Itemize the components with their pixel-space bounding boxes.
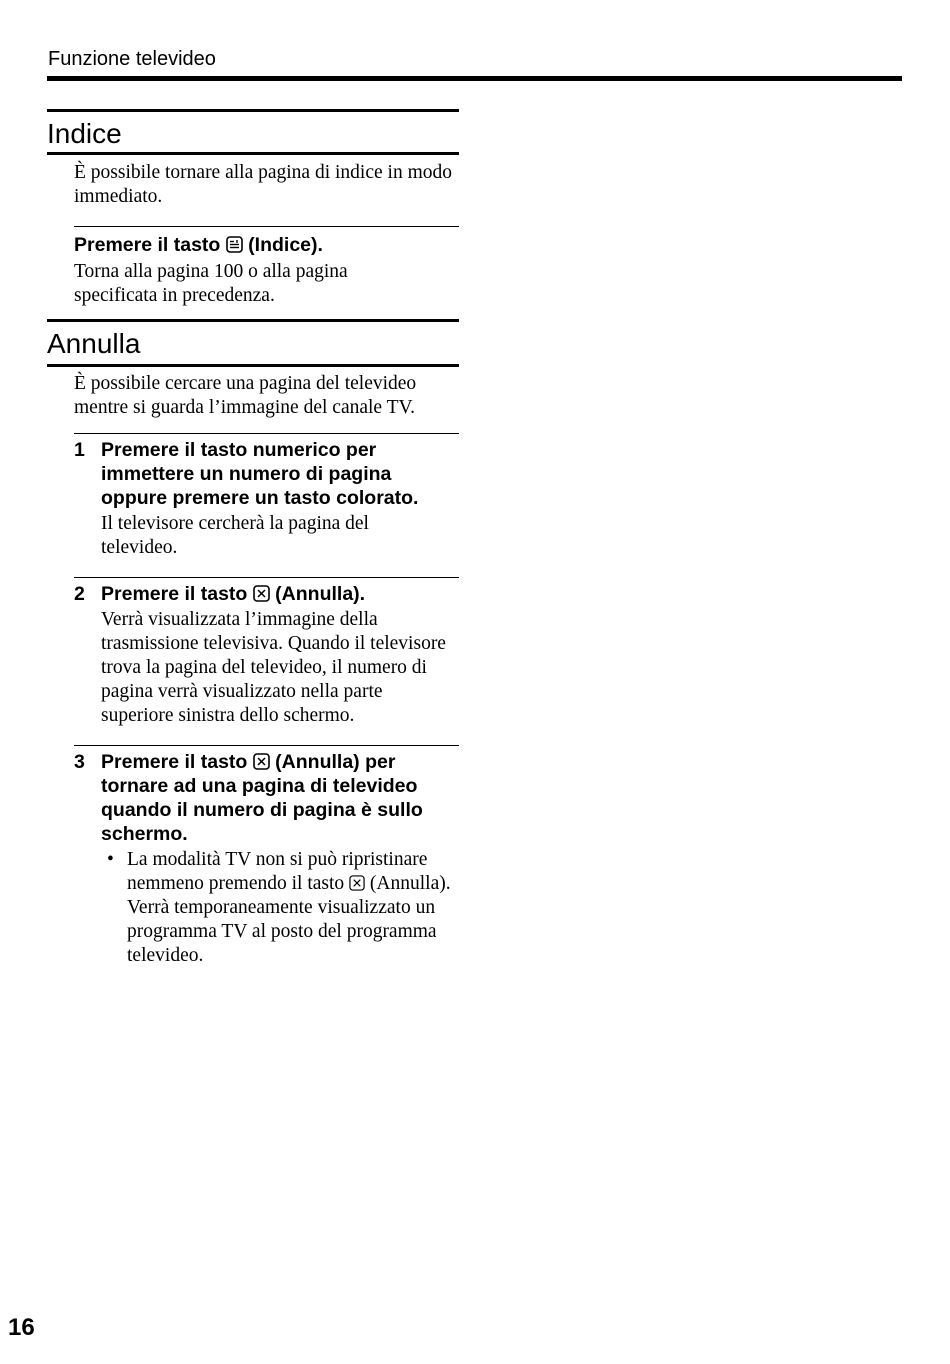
step-2-heading-pre: Premere il tasto bbox=[101, 583, 248, 605]
section-title-indice: Indice bbox=[47, 109, 459, 155]
step-2-number: 2 bbox=[74, 583, 85, 605]
indice-instruction-post: (Indice). bbox=[248, 234, 323, 256]
indice-instruction-pre: Premere il tasto bbox=[74, 234, 221, 256]
step-3-heading bbox=[101, 750, 459, 846]
step-2-text: Verrà visualizzata l’immagine della trasmissione televisiva. Quando il televisore trova la pagina del televideo, il numero di pagina verrà visualizzato nella parte superiore sinistra dello schermo. bbox=[101, 609, 446, 726]
cancel-icon bbox=[253, 753, 270, 770]
step-2 bbox=[74, 582, 459, 728]
cancel-icon bbox=[253, 585, 270, 602]
index-icon bbox=[226, 236, 243, 253]
step-3-bullet-pre: La modalità TV non si può ripristinare nemmeno premendo il tasto bbox=[127, 849, 428, 894]
indice-intro: È possibile tornare alla pagina di indice in modo immediato. bbox=[74, 162, 452, 207]
section-annulla bbox=[47, 319, 459, 968]
cancel-icon bbox=[349, 875, 365, 891]
indice-rule bbox=[74, 226, 459, 227]
step-2-heading bbox=[101, 582, 459, 606]
step-3-bullet-post: (Annulla). Verrà temporaneamente visualizzato un programma TV al posto del programma televideo. bbox=[127, 873, 451, 966]
running-header: Funzione televideo bbox=[48, 48, 216, 70]
annulla-intro: È possibile cercare una pagina del televideo mentre si guarda l’immagine del canale TV. bbox=[74, 373, 417, 418]
step-1 bbox=[74, 438, 459, 560]
annulla-rule-2 bbox=[74, 577, 459, 578]
step-1-text: Il televisore cercherà la pagina del televideo. bbox=[101, 513, 369, 558]
indice-result: Torna alla pagina 100 o alla pagina specificata in precedenza. bbox=[74, 261, 348, 306]
section-title-annulla: Annulla bbox=[47, 319, 459, 367]
header-rule bbox=[47, 76, 902, 81]
step-3-number: 3 bbox=[74, 751, 85, 773]
annulla-rule-1 bbox=[74, 433, 459, 434]
step-1-number: 1 bbox=[74, 439, 85, 461]
section-indice bbox=[47, 109, 459, 308]
step-3-bullet bbox=[107, 848, 457, 968]
step-3-heading-post: (Annulla) per tornare ad una pagina di televideo quando il numero di pagina è sullo schermo. bbox=[101, 751, 423, 845]
step-1-heading: Premere il tasto numerico per immettere un numero di pagina oppure premere un tasto colorato. bbox=[101, 439, 419, 509]
bullet-dot: • bbox=[107, 849, 114, 870]
annulla-rule-3 bbox=[74, 745, 459, 746]
indice-instruction bbox=[74, 233, 459, 257]
step-2-heading-post: (Annulla). bbox=[275, 583, 366, 605]
step-3-heading-pre: Premere il tasto bbox=[101, 751, 248, 773]
step-3 bbox=[74, 750, 459, 968]
page-number: 16 bbox=[8, 1314, 35, 1341]
